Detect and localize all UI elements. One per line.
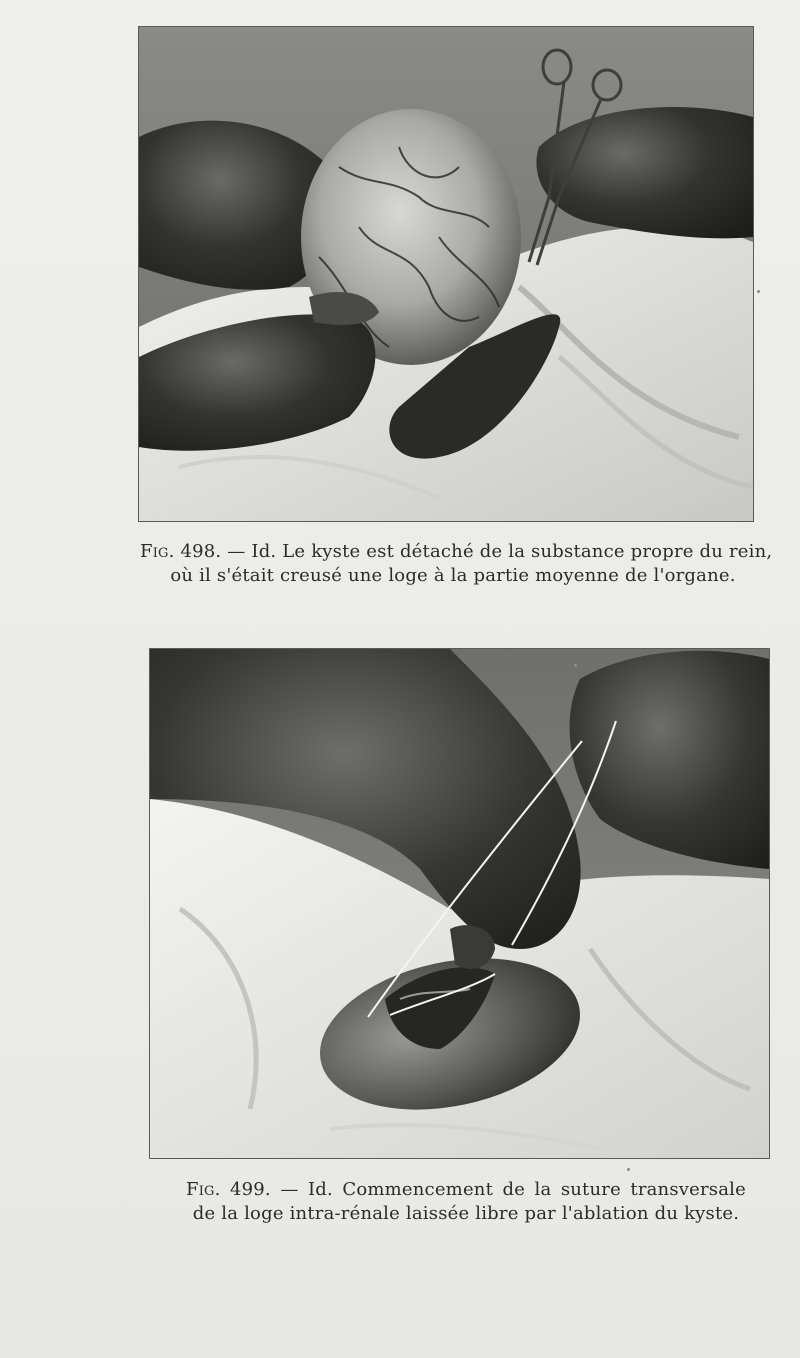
figure-499-illustration xyxy=(150,649,769,1158)
figure-498-illustration xyxy=(139,27,753,521)
paper-speck xyxy=(627,1168,630,1171)
figure-label: Fig. 499. xyxy=(186,1179,271,1200)
paper-speck xyxy=(757,290,760,293)
caption-line-continued: où il s'était creusé une loge à la partie moyenne de l'organe. xyxy=(170,565,736,586)
figure-label: Fig. 498. xyxy=(140,541,222,562)
figure-498-drawing xyxy=(139,27,753,521)
caption-line xyxy=(186,1178,746,1202)
caption-text: — Id. Commencement de la suture transversale xyxy=(280,1179,746,1200)
paper-speck xyxy=(574,664,577,667)
caption-line-continued: de la loge intra-rénale laissée libre par l'ablation du kyste. xyxy=(192,1203,740,1224)
figure-499-drawing xyxy=(150,649,769,1158)
figure-499-caption xyxy=(186,1178,746,1226)
caption-text: — Id. Le kyste est détaché de la substance propre du rein, xyxy=(227,541,773,562)
figure-498-caption xyxy=(140,540,773,588)
caption-line xyxy=(140,540,773,564)
